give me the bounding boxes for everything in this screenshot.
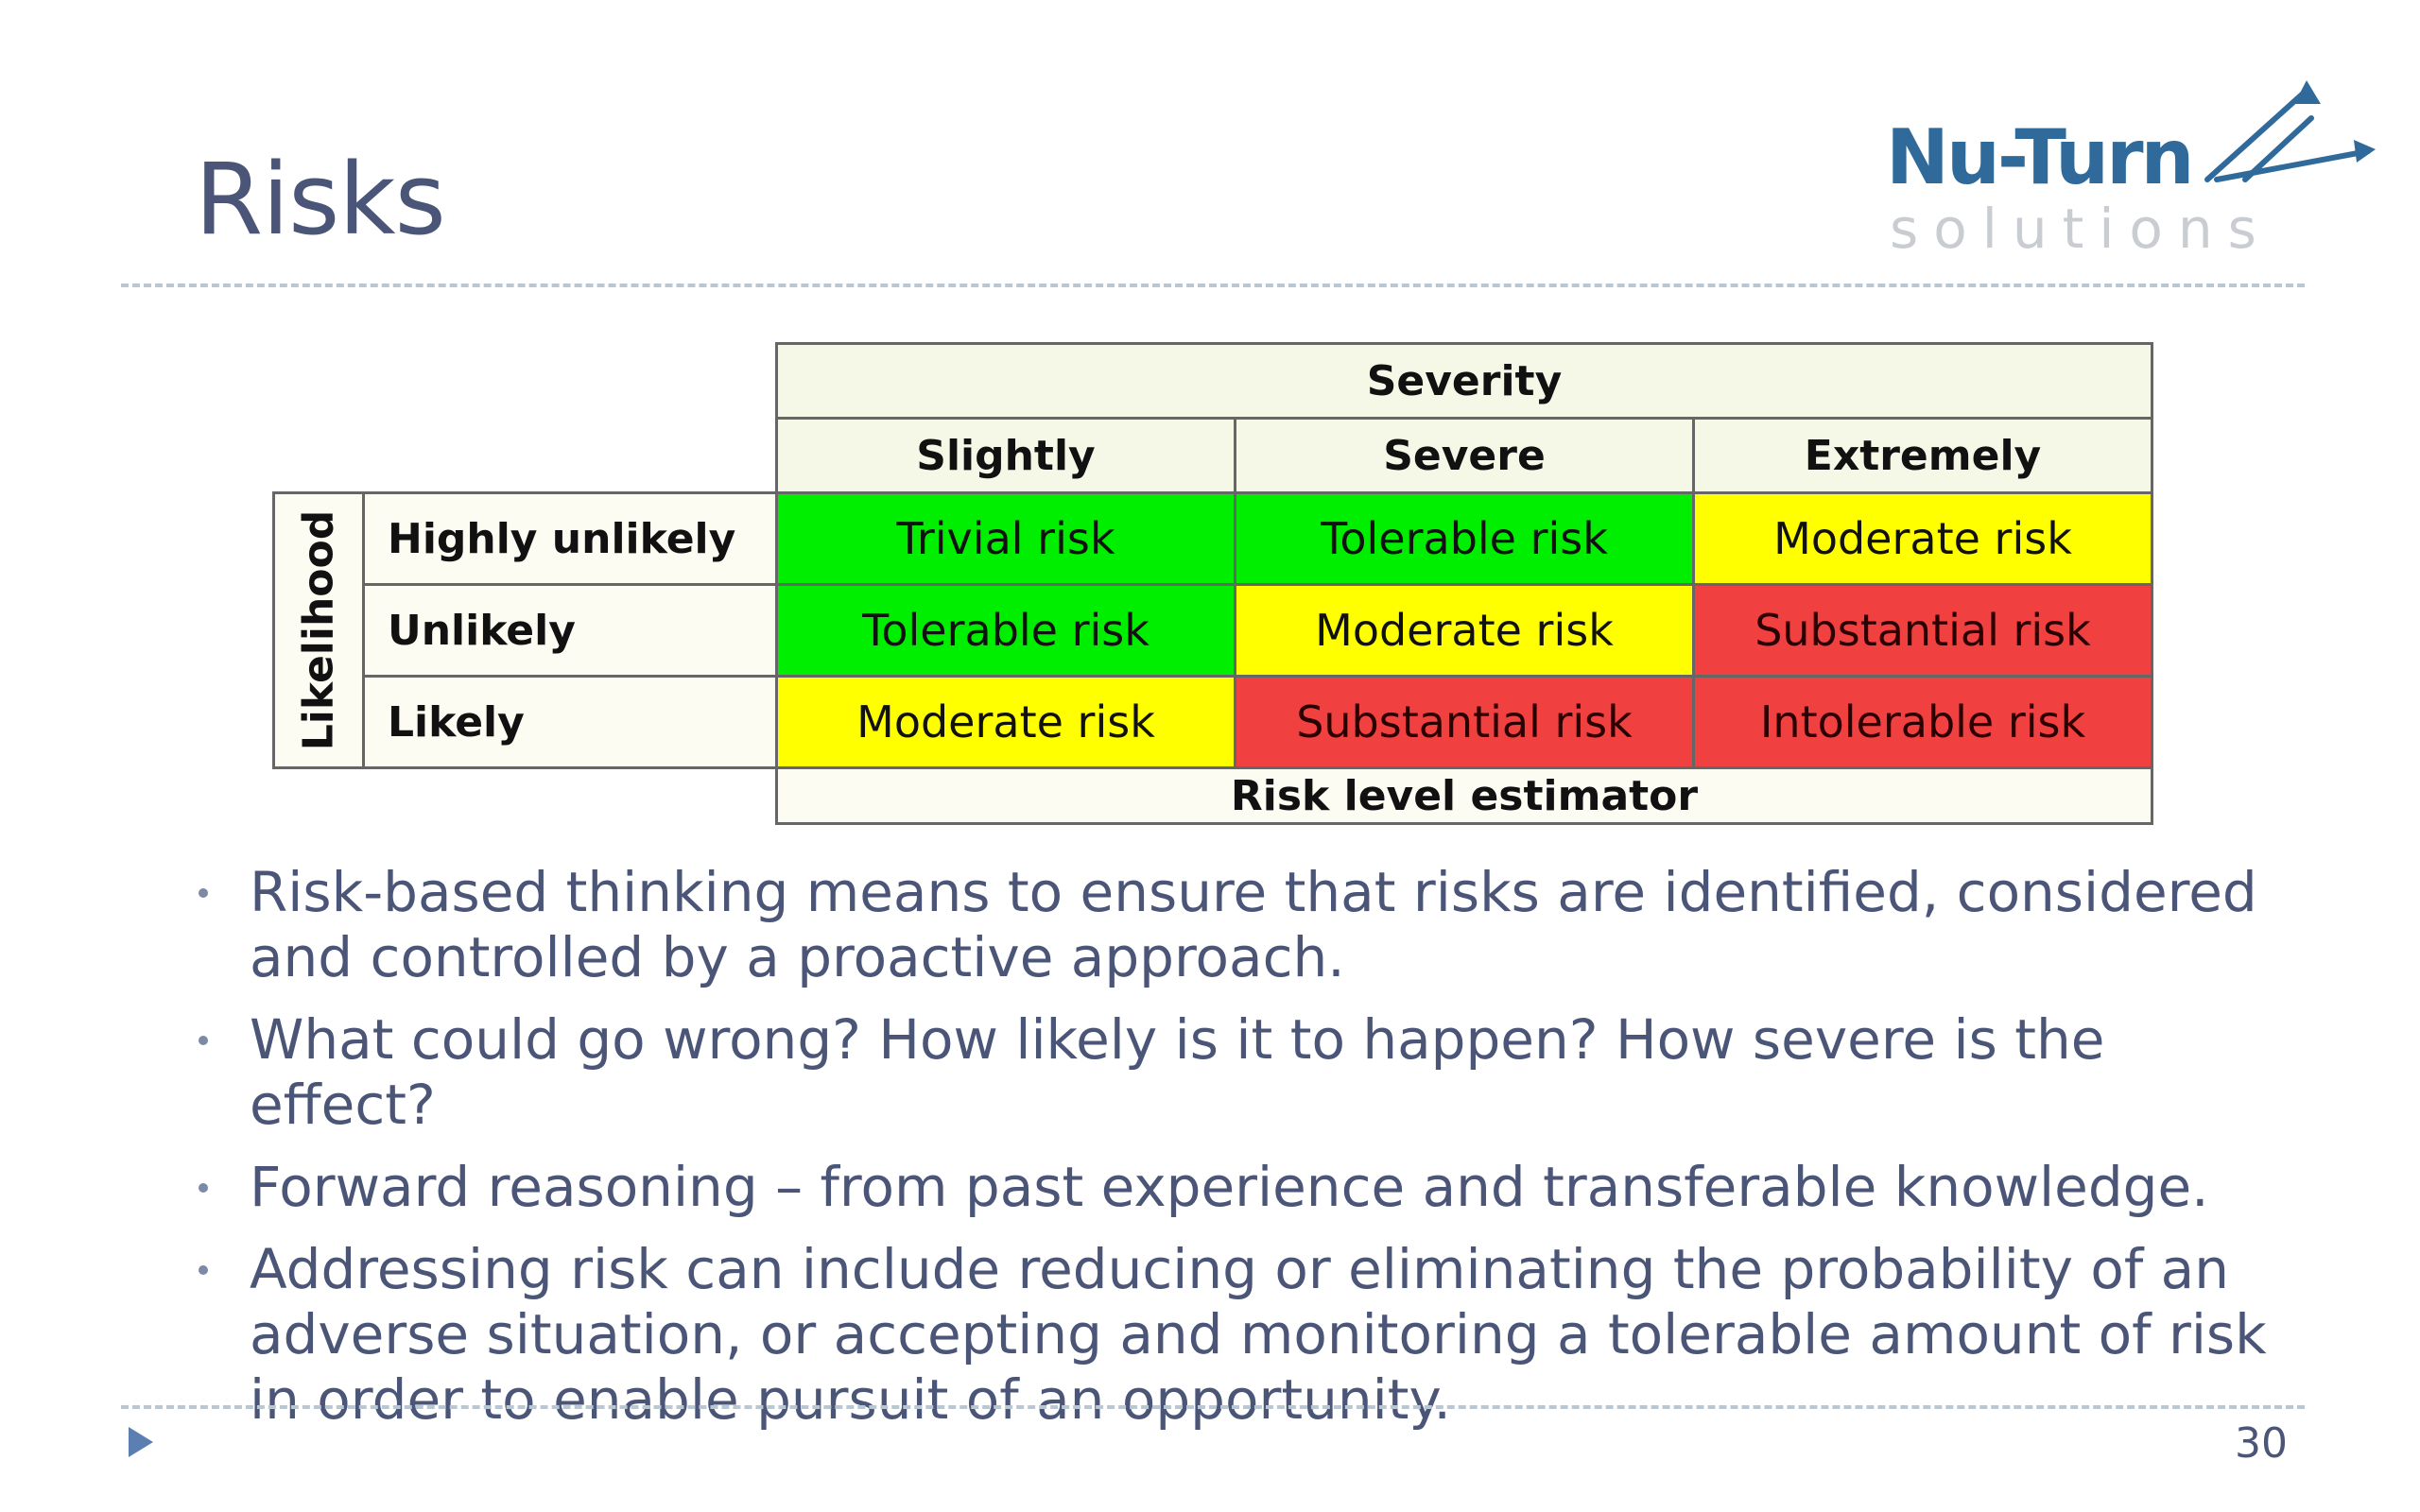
company-logo xyxy=(1886,76,2377,265)
page-number: 30 xyxy=(2235,1419,2288,1468)
logo-name: Nu-Turn xyxy=(1886,113,2192,201)
bullet-text: Addressing risk can include reducing or eliminating the probability of an adverse situation, or accepting and monitoring a tolerable amount of risk in order to enable pursuit of an opportunity. xyxy=(250,1237,2267,1432)
risk-cell: Moderate risk xyxy=(1236,585,1694,677)
likelihood-header: Likelihood xyxy=(294,509,343,751)
logo-subtitle: solutions xyxy=(1890,197,2272,261)
severity-level: Severe xyxy=(1236,419,1694,493)
slide-title: Risks xyxy=(195,142,445,257)
bullet-text: Risk-based thinking means to ensure that risks are identified, considered and controlled by a proactive approach. xyxy=(250,860,2257,989)
risk-cell: Tolerable risk xyxy=(777,585,1236,677)
footer-divider xyxy=(121,1405,2305,1409)
bullet-item xyxy=(189,860,2307,990)
severity-level: Slightly xyxy=(777,419,1236,493)
matrix-blank-corner xyxy=(274,419,777,493)
bullet-item xyxy=(189,1155,2307,1220)
likelihood-level: Unlikely xyxy=(364,585,777,677)
risk-cell: Substantial risk xyxy=(1694,585,2152,677)
header-divider xyxy=(121,284,2305,287)
severity-header: Severity xyxy=(777,344,2152,419)
bullet-dot-icon xyxy=(199,888,208,898)
bullet-dot-icon xyxy=(199,1183,208,1193)
risk-cell: Moderate risk xyxy=(777,677,1236,768)
severity-level: Extremely xyxy=(1694,419,2152,493)
matrix-footer: Risk level estimator xyxy=(777,768,2152,824)
bullet-dot-icon xyxy=(199,1036,208,1045)
logo-arrows-icon xyxy=(2188,76,2377,189)
bullet-item xyxy=(189,1237,2307,1433)
play-icon[interactable] xyxy=(129,1427,153,1457)
bullet-list xyxy=(189,860,2307,1450)
likelihood-header-cell xyxy=(274,493,364,768)
matrix-blank-corner xyxy=(274,344,777,419)
risk-cell: Substantial risk xyxy=(1236,677,1694,768)
matrix-blank-corner xyxy=(274,768,777,824)
risk-cell: Moderate risk xyxy=(1694,493,2152,585)
bullet-dot-icon xyxy=(199,1265,208,1275)
bullet-text: What could go wrong? How likely is it to happen? How severe is the effect? xyxy=(250,1007,2105,1137)
likelihood-level: Likely xyxy=(364,677,777,768)
bullet-text: Forward reasoning – from past experience and transferable knowledge. xyxy=(250,1155,2209,1219)
risk-cell: Intolerable risk xyxy=(1694,677,2152,768)
likelihood-level: Highly unlikely xyxy=(364,493,777,585)
risk-matrix-table xyxy=(272,342,2153,825)
risk-cell: Tolerable risk xyxy=(1236,493,1694,585)
bullet-item xyxy=(189,1007,2307,1138)
risk-cell: Trivial risk xyxy=(777,493,1236,585)
